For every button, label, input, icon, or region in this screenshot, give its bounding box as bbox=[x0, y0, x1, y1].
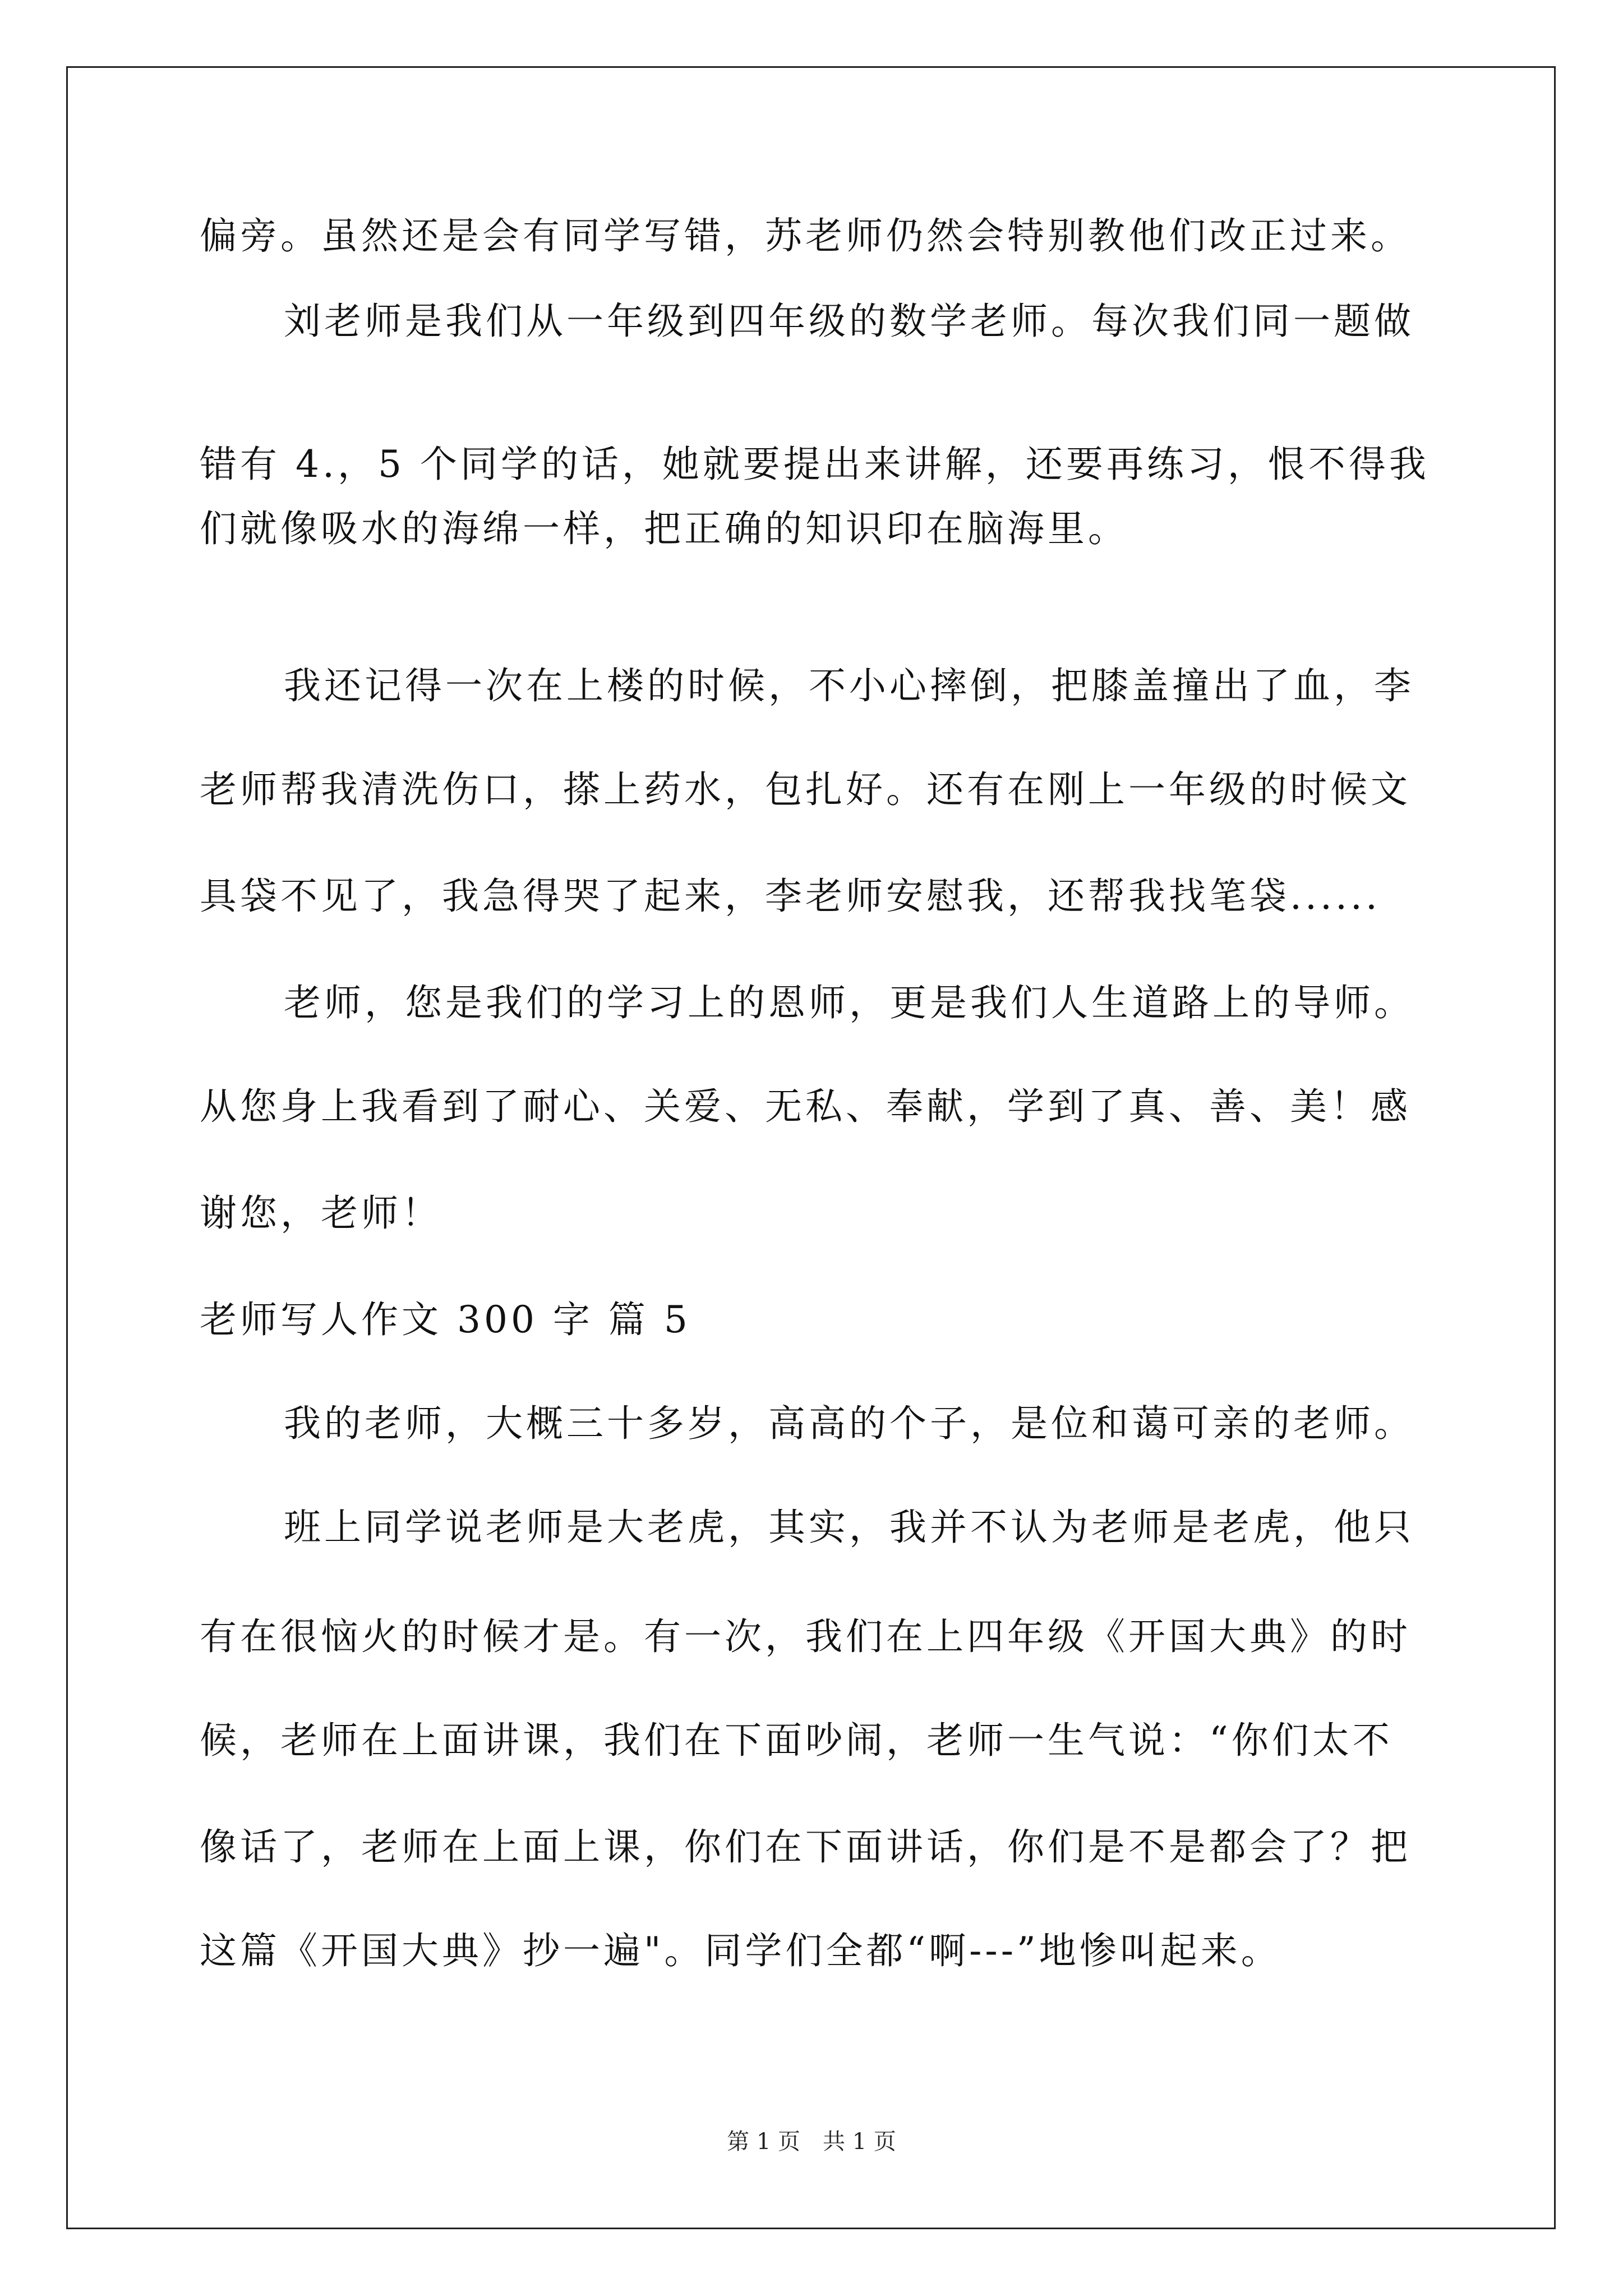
text-line-8: 老师，您是我们的学习上的恩师，更是我们人生道路上的导师。 bbox=[284, 981, 1414, 1024]
page-border bbox=[66, 66, 1556, 2229]
text-line-1: 偏旁。虽然还是会有同学写错，苏老师仍然会特别教他们改正过来。 bbox=[200, 214, 1411, 257]
page-footer bbox=[0, 2131, 1623, 2153]
text-line-14: 有在很恼火的时候才是。有一次，我们在上四年级《开国大典》的时 bbox=[200, 1615, 1411, 1658]
text-line-9: 从您身上我看到了耐心、关爱、无私、奉献，学到了真、善、美！感 bbox=[200, 1085, 1411, 1128]
page-total: 共 1 页 bbox=[823, 2129, 896, 2155]
text-line-6: 老师帮我清洗伤口，搽上药水，包扎好。还有在刚上一年级的时候文 bbox=[200, 768, 1411, 811]
text-line-13: 班上同学说老师是大老虎，其实，我并不认为老师是老虎，他只 bbox=[284, 1506, 1414, 1549]
text-line-16: 像话了，老师在上面上课，你们在下面讲话，你们是不是都会了？把 bbox=[200, 1825, 1411, 1869]
text-line-4: 们就像吸水的海绵一样，把正确的知识印在脑海里。 bbox=[200, 507, 1128, 550]
text-line-7: 具袋不见了，我急得哭了起来，李老师安慰我，还帮我找笔袋...... bbox=[200, 875, 1381, 918]
text-line-12: 我的老师，大概三十多岁，高高的个子，是位和蔼可亲的老师。 bbox=[284, 1402, 1414, 1445]
text-line-3: 错有 4.，5 个同学的话，她就要提出来讲解，还要再练习，恨不得我 bbox=[200, 443, 1430, 486]
text-line-2: 刘老师是我们从一年级到四年级的数学老师。每次我们同一题做 bbox=[284, 300, 1414, 343]
text-line-5: 我还记得一次在上楼的时候，不小心摔倒，把膝盖撞出了血，李 bbox=[284, 664, 1414, 707]
section-heading: 老师写人作文 300 字 篇 5 bbox=[200, 1298, 691, 1341]
text-line-15: 候，老师在上面讲课，我们在下面吵闹，老师一生气说：“你们太不 bbox=[200, 1719, 1393, 1762]
page-number: 第 1 页 bbox=[727, 2129, 800, 2155]
text-line-10: 谢您，老师！ bbox=[200, 1191, 442, 1235]
text-line-17: 这篇《开国大典》抄一遍"。同学们全都“啊---”地惨叫起来。 bbox=[200, 1929, 1281, 1972]
